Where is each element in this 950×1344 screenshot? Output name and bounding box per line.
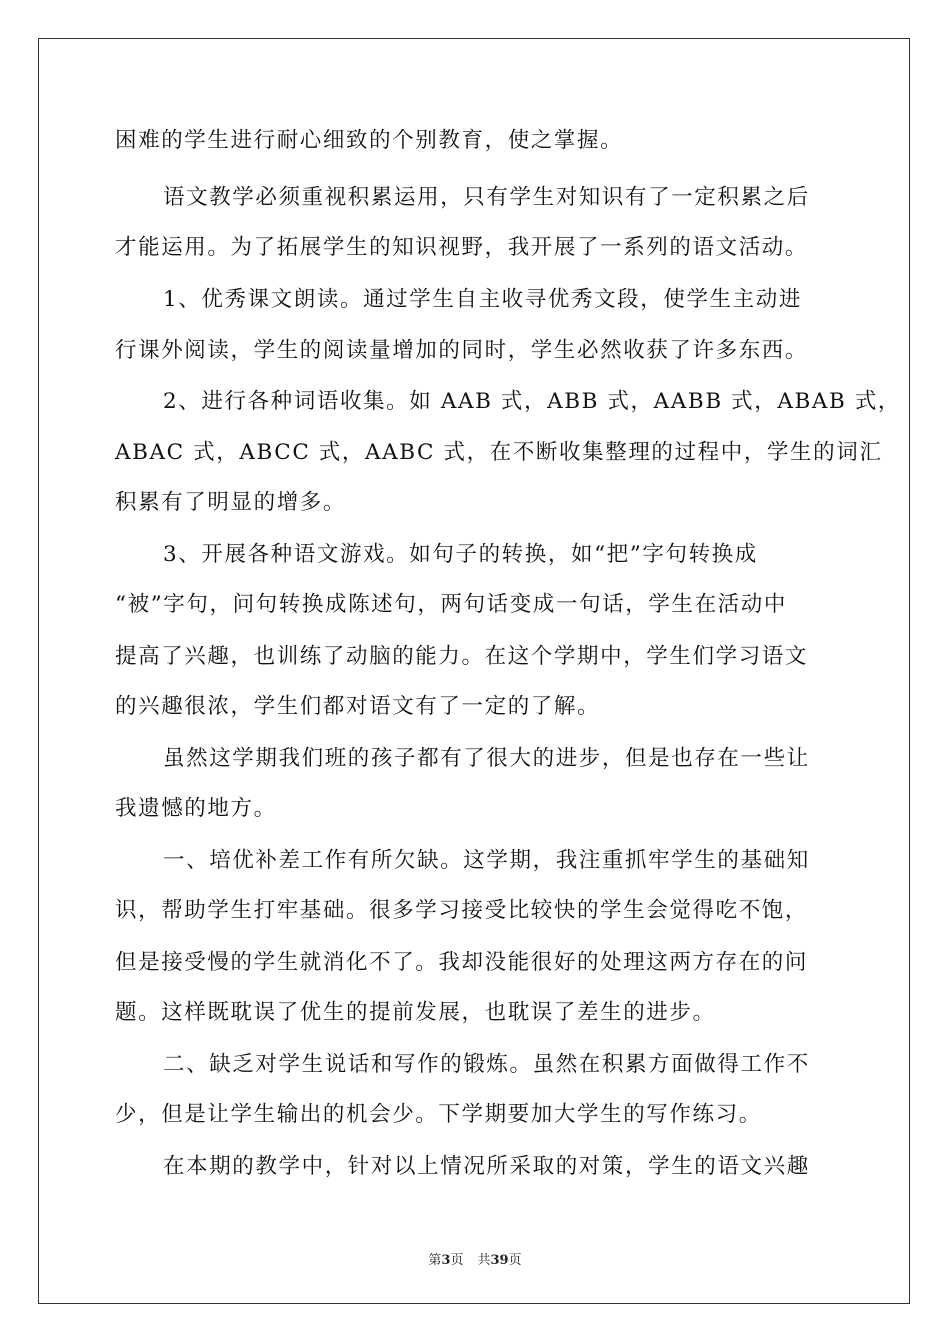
text-line: 困难的学生进行耐心细致的个别教育，使之掌握。 xyxy=(115,128,624,153)
page-number: 3 xyxy=(441,1253,451,1268)
text-line: 识，帮助学生打牢基础。很多学习接受比较快的学生会觉得吃不饱， xyxy=(115,898,809,923)
page-footer xyxy=(0,1249,950,1268)
text-line: 行课外阅读，学生的阅读量增加的同时，学生必然收获了许多东西。 xyxy=(115,338,809,363)
text-line: 2、进行各种词语收集。如 AAB 式，ABB 式，AABB 式，ABAB 式， xyxy=(163,389,902,414)
text-line: “被”字句，问句转换成陈述句，两句话变成一句话，学生在活动中 xyxy=(115,592,787,617)
page-prefix: 第 xyxy=(428,1253,442,1268)
text-line: 二、缺乏对学生说话和写作的锻炼。虽然在积累方面做得工作不 xyxy=(163,1052,810,1077)
total-pages: 39 xyxy=(490,1253,509,1268)
text-line: 积累有了明显的增多。 xyxy=(115,490,347,515)
text-line: 才能运用。为了拓展学生的知识视野，我开展了一系列的语文活动。 xyxy=(115,235,809,260)
text-line: ABAC 式，ABCC 式，AABC 式，在不断收集整理的过程中，学生的词汇 xyxy=(115,440,883,465)
text-line: 我遗憾的地方。 xyxy=(115,796,277,821)
total-prefix: 共 xyxy=(477,1253,491,1268)
text-line: 虽然这学期我们班的孩子都有了很大的进步，但是也存在一些让 xyxy=(163,746,810,771)
text-line: 1、优秀课文朗读。通过学生自主收寻优秀文段，使学生主动进 xyxy=(163,287,802,312)
text-line: 在本期的教学中，针对以上情况所采取的对策，学生的语文兴趣 xyxy=(163,1154,810,1179)
page-suffix: 页 xyxy=(450,1253,464,1268)
text-line: 3、开展各种语文游戏。如句子的转换，如“把”字句转换成 xyxy=(163,542,758,567)
text-line: 一、培优补差工作有所欠缺。这学期，我注重抓牢学生的基础知 xyxy=(163,848,810,873)
text-line: 少，但是让学生输出的机会少。下学期要加大学生的写作练习。 xyxy=(115,1102,762,1127)
total-suffix: 页 xyxy=(508,1253,522,1268)
text-line: 题。这样既耽误了优生的提前发展，也耽误了差生的进步。 xyxy=(115,1000,716,1025)
text-line: 提高了兴趣，也训练了动脑的能力。在这个学期中，学生们学习语文 xyxy=(115,644,809,669)
text-line: 但是接受慢的学生就消化不了。我却没能很好的处理这两方存在的问 xyxy=(115,950,809,975)
text-line: 的兴趣很浓，学生们都对语文有了一定的了解。 xyxy=(115,694,601,719)
text-line: 语文教学必须重视积累运用，只有学生对知识有了一定积累之后 xyxy=(163,185,810,210)
